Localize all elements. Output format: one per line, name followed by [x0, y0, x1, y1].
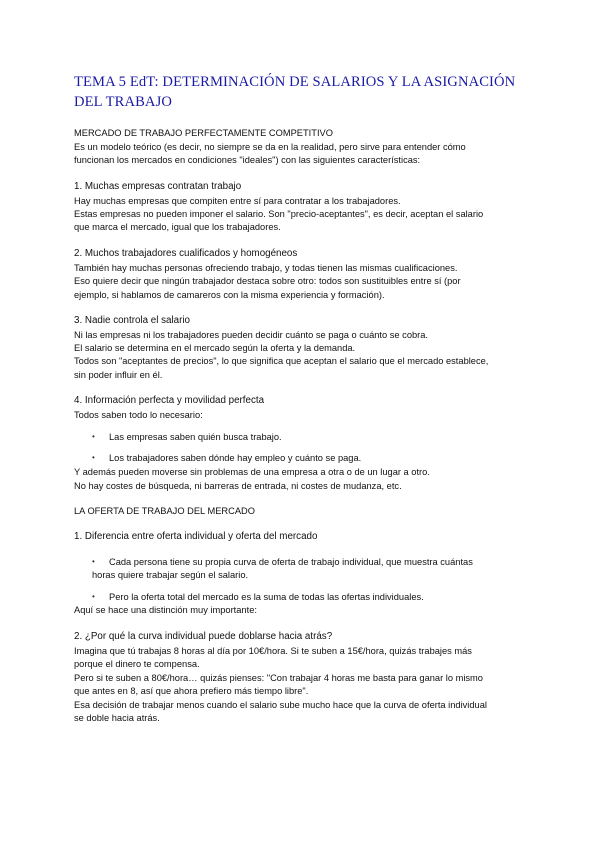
bullet-icon: •	[92, 432, 95, 441]
bullet-icon: •	[92, 557, 95, 566]
subheading-2: 2. Muchos trabajadores cualificados y homogéneos	[74, 248, 298, 259]
paragraph-line: Todos son "aceptantes de precios", lo que significa que aceptan el salario que el mercado establece,	[74, 356, 489, 366]
bullet-icon: •	[92, 592, 95, 601]
paragraph-line: No hay costes de búsqueda, ni barreras de entrada, ni costes de mudanza, etc.	[74, 481, 402, 491]
subheading-4: 4. Información perfecta y movilidad perfecta	[74, 395, 265, 406]
list-item: Los trabajadores saben dónde hay empleo y cuánto se paga.	[109, 453, 362, 463]
paragraph-line: sin poder influir en él.	[74, 370, 163, 380]
paragraph-line: Y además pueden moverse sin problemas de una empresa a otra o de un lugar a otro.	[74, 467, 430, 477]
subheading-oferta-1: 1. Diferencia entre oferta individual y oferta del mercado	[74, 531, 318, 542]
list-item-continuation: horas quiere trabajar según el salario.	[92, 570, 249, 580]
list-item: Pero la oferta total del mercado es la suma de todas las ofertas individuales.	[109, 592, 424, 602]
paragraph-line: Aquí se hace una distinción muy importante:	[74, 605, 257, 615]
title-line-1: TEMA 5 EdT: DETERMINACIÓN DE SALARIOS Y LA ASIGNACIÓN	[74, 74, 516, 90]
paragraph-line: Imagina que tú trabajas 8 horas al día por 10€/hora. Si te suben a 15€/hora, quizás trabajes más	[74, 646, 472, 656]
paragraph-line: El salario se determina en el mercado según la oferta y la demanda.	[74, 343, 356, 353]
list-item: Cada persona tiene su propia curva de oferta de trabajo individual, que muestra cuántas	[109, 557, 473, 567]
document-title	[74, 72, 544, 112]
paragraph-line: Es un modelo teórico (es decir, no siempre se da en la realidad, pero sirve para entender cómo	[74, 142, 466, 152]
paragraph-line: Hay muchas empresas que compiten entre sí para contratar a los trabajadores.	[74, 196, 401, 206]
paragraph-line: Todos saben todo lo necesario:	[74, 410, 203, 420]
paragraph-line: funcionan los mercados en condiciones "ideales") con las siguientes características:	[74, 155, 421, 165]
paragraph-line: porque el dinero te compensa.	[74, 659, 200, 669]
section-heading-oferta: LA OFERTA DE TRABAJO DEL MERCADO	[74, 506, 255, 516]
paragraph-line: Estas empresas no pueden imponer el salario. Son "precio-aceptantes", es decir, aceptan el salario	[74, 209, 484, 219]
subheading-3: 3. Nadie controla el salario	[74, 315, 190, 326]
list-item: Las empresas saben quién busca trabajo.	[109, 432, 282, 442]
paragraph-line: ejemplo, si hablamos de camareros con la misma experiencia y formación).	[74, 290, 385, 300]
subheading-1: 1. Muchas empresas contratan trabajo	[74, 181, 242, 192]
subheading-oferta-2: 2. ¿Por qué la curva individual puede doblarse hacia atrás?	[74, 631, 333, 642]
paragraph-line: que marca el mercado, igual que los trabajadores.	[74, 222, 281, 232]
section-heading-mercado: MERCADO DE TRABAJO PERFECTAMENTE COMPETITIVO	[74, 128, 333, 138]
paragraph-line: También hay muchas personas ofreciendo trabajo, y todas tienen las mismas cualificaciones.	[74, 263, 458, 273]
paragraph-line: Eso quiere decir que ningún trabajador destaca sobre otro: todos son sustituibles entre sí (por	[74, 276, 461, 286]
paragraph-line: Ni las empresas ni los trabajadores pueden decidir cuánto se paga o cuánto se cobra.	[74, 330, 429, 340]
bullet-icon: •	[92, 453, 95, 462]
title-line-2: DEL TRABAJO	[74, 94, 172, 110]
paragraph-line: que antes en 8, así que ahora prefiero más tiempo libre".	[74, 686, 309, 696]
paragraph-line: se doble hacia atrás.	[74, 713, 160, 723]
paragraph-line: Esa decisión de trabajar menos cuando el salario sube mucho hace que la curva de oferta individual	[74, 700, 487, 710]
paragraph-line: Pero si te suben a 80€/hora… quizás pienses: "Con trabajar 4 horas me basta para ganar lo mismo	[74, 673, 483, 683]
